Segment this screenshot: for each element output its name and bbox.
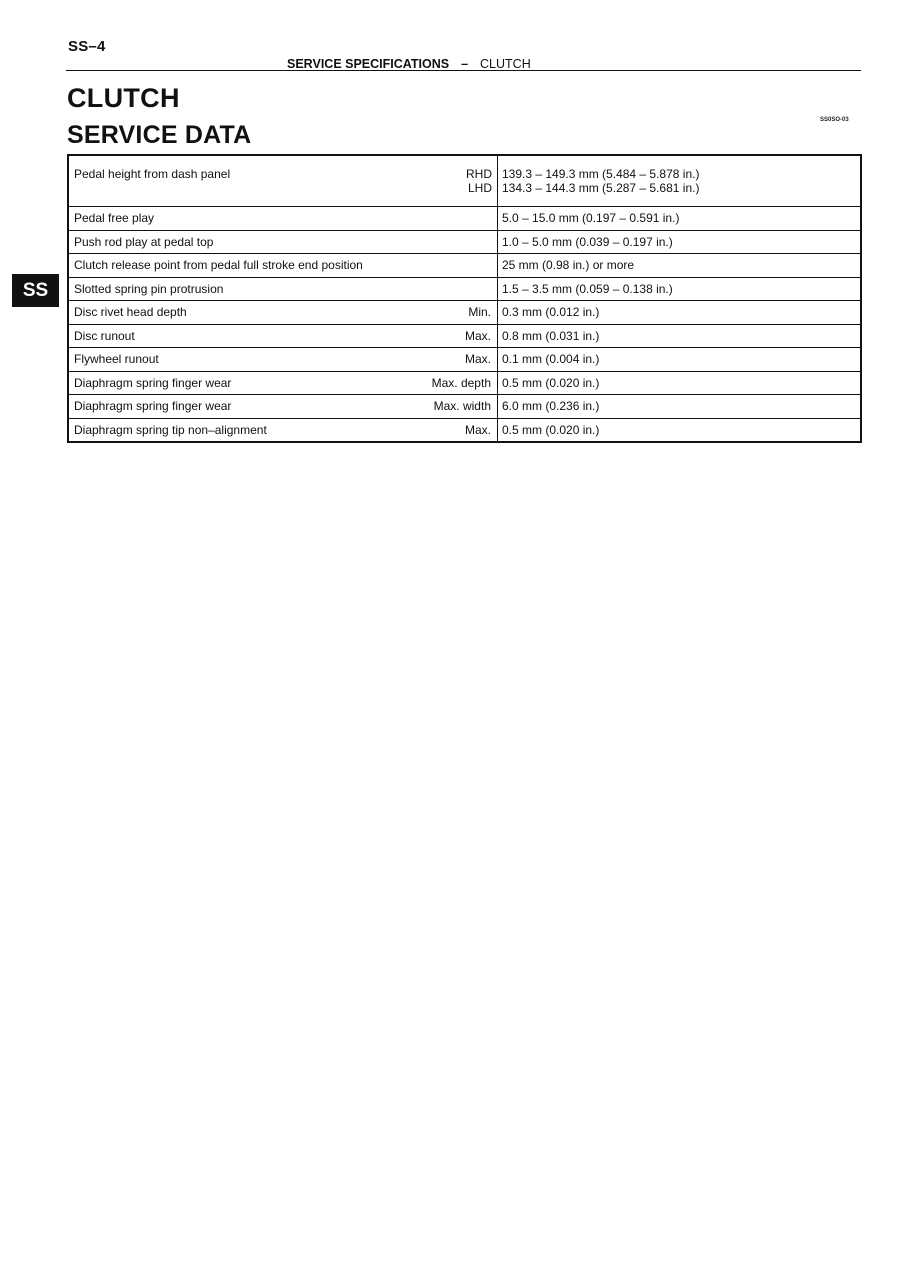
table-cell-item [68, 301, 498, 325]
page-number: SS–4 [68, 38, 106, 55]
item-label: Disc runout [74, 328, 135, 343]
table-row [68, 395, 861, 419]
table-row [68, 230, 861, 254]
condition-label: Max. depth [431, 375, 491, 390]
condition-label: Min. [468, 305, 491, 320]
side-tab: SS [12, 274, 59, 307]
item-label: Slotted spring pin protrusion [74, 281, 224, 296]
value-label: 1.5 – 3.5 mm (0.059 – 0.138 in.) [502, 281, 673, 296]
running-header [287, 57, 531, 71]
condition-stack [466, 167, 492, 195]
item-label: Disc rivet head depth [74, 305, 187, 320]
value-label: 0.5 mm (0.020 in.) [502, 375, 600, 390]
item-label: Pedal free play [74, 211, 155, 226]
table-cell-item [68, 230, 498, 254]
value-label: 6.0 mm (0.236 in.) [502, 399, 600, 414]
value-label: 5.0 – 15.0 mm (0.197 – 0.591 in.) [502, 211, 680, 226]
condition-label: Max. [464, 328, 491, 343]
table-cell-item [68, 207, 498, 231]
condition-label: Max. [464, 422, 491, 437]
value-label: 0.3 mm (0.012 in.) [502, 305, 600, 320]
condition-label: Max. width [433, 399, 491, 414]
table-row [68, 371, 861, 395]
table-cell-value [498, 324, 862, 348]
value-label: 134.3 – 144.3 mm (5.287 – 5.681 in.) [502, 181, 700, 195]
table-cell-value [498, 348, 862, 372]
subsection-title: SERVICE DATA [67, 121, 252, 149]
table-cell-value [498, 418, 862, 442]
table-row [68, 254, 861, 278]
table-cell-item [68, 395, 498, 419]
condition-label: RHD [466, 167, 492, 181]
table-cell-value [498, 301, 862, 325]
table-cell-item [68, 348, 498, 372]
table-cell-value [498, 277, 862, 301]
table-cell-value [498, 395, 862, 419]
item-label: Diaphragm spring finger wear [74, 375, 232, 390]
table-cell-value [498, 254, 862, 278]
section-title: CLUTCH [67, 83, 180, 113]
item-label: Flywheel runout [74, 352, 159, 367]
item-label: Pedal height from dash panel [74, 167, 231, 181]
running-header-right: CLUTCH [480, 57, 531, 71]
value-label: 0.8 mm (0.031 in.) [502, 328, 600, 343]
table-cell-value [498, 371, 862, 395]
table-cell-value [498, 230, 862, 254]
value-label: 0.5 mm (0.020 in.) [502, 422, 600, 437]
table-cell-value [498, 207, 862, 231]
value-stack [502, 167, 855, 195]
item-label: Clutch release point from pedal full stroke end position [74, 258, 363, 273]
table-row [68, 418, 861, 442]
condition-label: Max. [464, 352, 491, 367]
table-row [68, 155, 861, 207]
table-row [68, 277, 861, 301]
item-label: Diaphragm spring tip non–alignment [74, 422, 267, 437]
running-header-left: SERVICE SPECIFICATIONS [287, 57, 450, 71]
table-cell-value [498, 155, 862, 207]
service-data-table [67, 154, 862, 443]
value-label: 139.3 – 149.3 mm (5.484 – 5.878 in.) [502, 167, 700, 181]
value-label: 25 mm (0.98 in.) or more [502, 258, 635, 273]
header-rule [66, 70, 861, 71]
value-label: 1.0 – 5.0 mm (0.039 – 0.197 in.) [502, 234, 673, 249]
item-label: Diaphragm spring finger wear [74, 399, 232, 414]
table-cell-item [68, 254, 498, 278]
table-cell-item [68, 371, 498, 395]
item-label: Push rod play at pedal top [74, 234, 214, 249]
table-row [68, 324, 861, 348]
table-cell-item [68, 418, 498, 442]
running-header-dash: – [461, 57, 469, 71]
table-row [68, 207, 861, 231]
table-cell-item [68, 155, 498, 207]
doc-code: SS0SO-03 [820, 117, 849, 123]
table-cell-item [68, 324, 498, 348]
table-row [68, 301, 861, 325]
value-label: 0.1 mm (0.004 in.) [502, 352, 600, 367]
table-cell-item [68, 277, 498, 301]
condition-label: LHD [467, 181, 492, 195]
table-row [68, 348, 861, 372]
